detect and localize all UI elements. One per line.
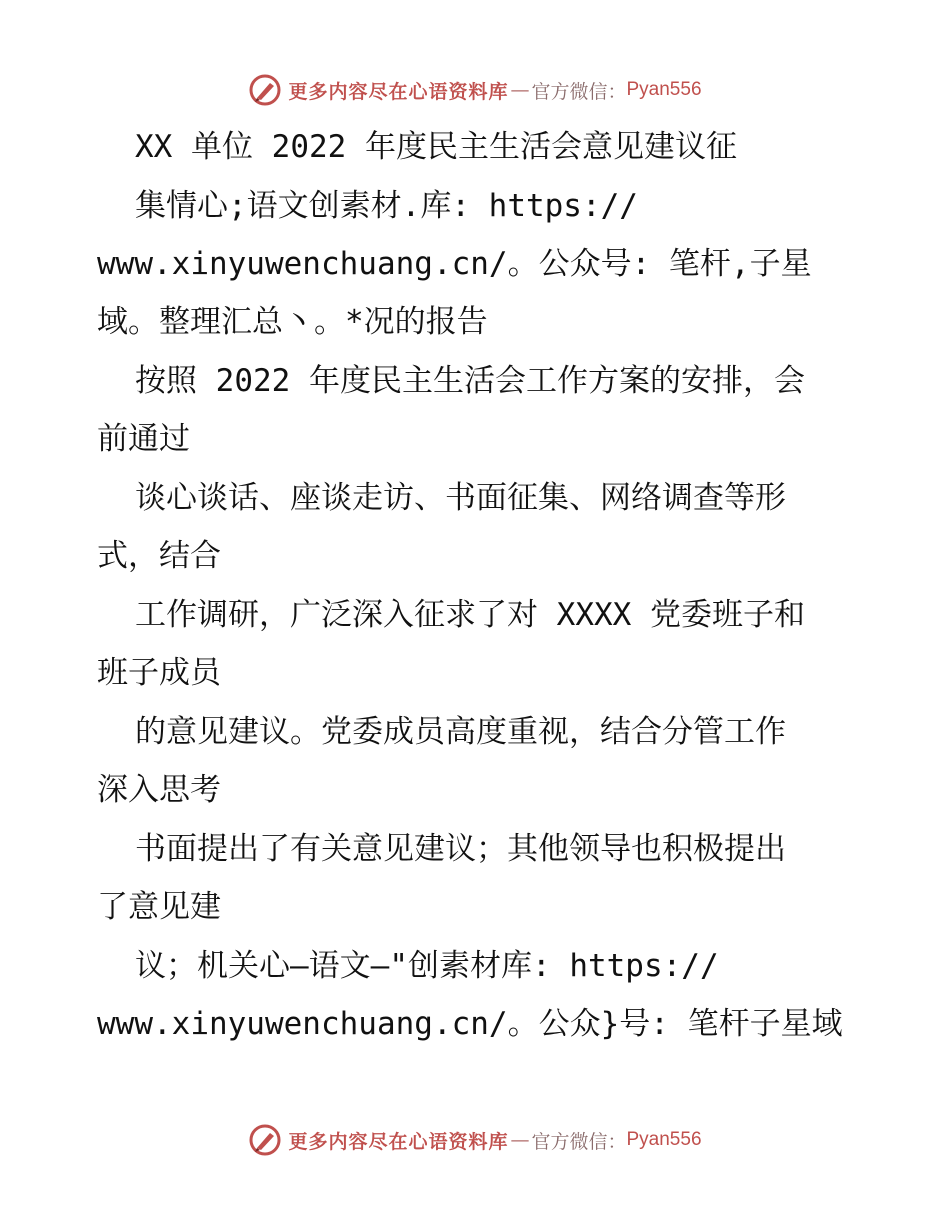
banner-separator: — bbox=[510, 79, 530, 101]
banner-text: 更多内容尽在心语资料库 bbox=[288, 80, 509, 103]
paragraph-line: 谈心谈话、座谈走访、书面征集、网络调查等形 bbox=[135, 480, 786, 516]
banner-wechat-label: 官方微信： bbox=[531, 80, 627, 103]
document-title-line-2: 集情心;语文创素材.库: https:// bbox=[135, 188, 638, 224]
paragraph-line: 深入思考 bbox=[97, 772, 221, 808]
pen-logo-icon bbox=[248, 1123, 282, 1157]
banner-wechat-id: Pyan556 bbox=[626, 79, 702, 100]
paragraph-line: 的意见建议。党委成员高度重视，结合分管工作 bbox=[135, 714, 786, 750]
banner-separator: — bbox=[510, 1129, 530, 1151]
banner-wechat-id: Pyan556 bbox=[626, 1129, 702, 1150]
paragraph-line: 前通过 bbox=[97, 421, 190, 457]
document-title-line-1: XX 单位 2022 年度民主生活会意见建议征 bbox=[135, 129, 737, 165]
banner-wechat-label: 官方微信： bbox=[531, 1130, 627, 1153]
footer-watermark-banner bbox=[0, 1120, 950, 1160]
document-title-line-3: www.xinyuwenchuang.cn/。公众号: 笔杆,子星 bbox=[97, 246, 812, 282]
header-watermark-banner bbox=[0, 70, 950, 110]
paragraph-line: 工作调研，广泛深入征求了对 XXXX 党委班子和 bbox=[135, 597, 805, 633]
paragraph-line: 式，结合 bbox=[97, 538, 221, 574]
paragraph-line: 按照 2022 年度民主生活会工作方案的安排，会 bbox=[135, 363, 805, 399]
pen-logo-icon bbox=[248, 73, 282, 107]
banner-text: 更多内容尽在心语资料库 bbox=[288, 1130, 509, 1153]
document-title-line-4: 域。整理汇总丶。*况的报告 bbox=[97, 304, 488, 340]
paragraph-line: 议；机关心—语文—"创素材库: https:// bbox=[135, 948, 719, 984]
paragraph-line: 书面提出了有关意见建议；其他领导也积极提出 bbox=[135, 831, 786, 867]
paragraph-line: www.xinyuwenchuang.cn/。公众}号: 笔杆子星域 bbox=[97, 1006, 843, 1042]
paragraph-line: 班子成员 bbox=[97, 655, 221, 691]
paragraph-line: 了意见建 bbox=[97, 889, 221, 925]
